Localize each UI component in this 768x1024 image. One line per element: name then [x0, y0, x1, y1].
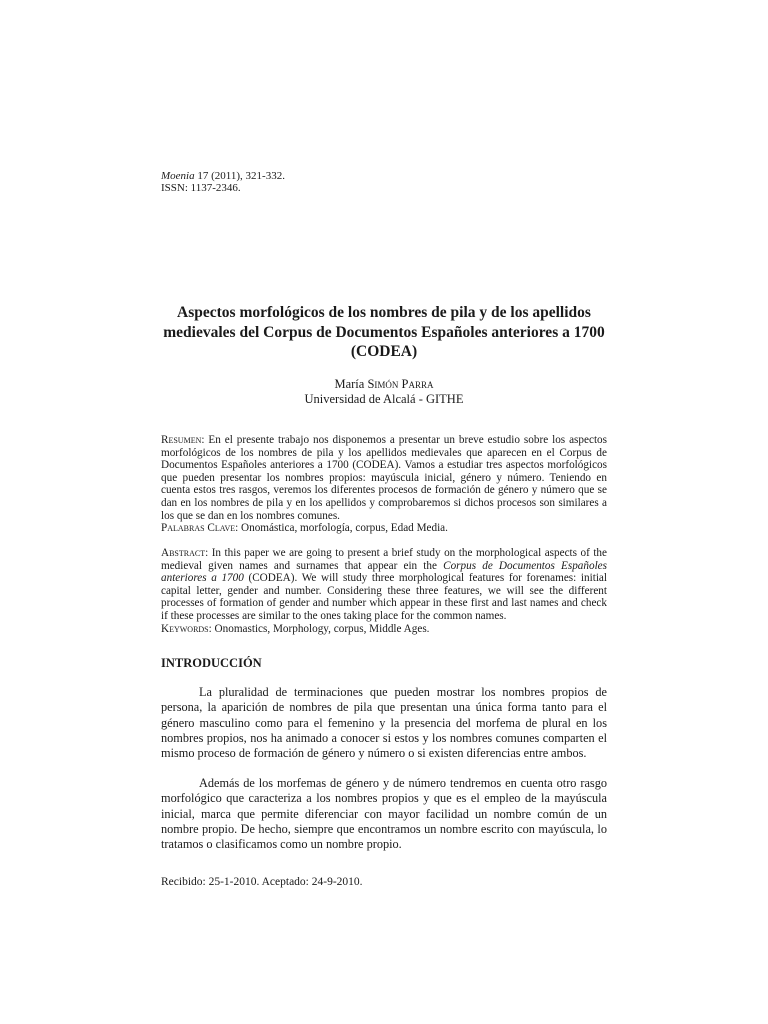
keywords-label: Keywords: [161, 622, 209, 635]
author-block: [161, 377, 607, 407]
body-paragraph-1-block: [161, 685, 607, 761]
issn: ISSN: 1137-2346.: [161, 182, 241, 194]
body-paragraph-2-block: [161, 776, 607, 852]
article-title: Aspectos morfológicos de los nombres de pila y de los apellidos medievales del Corpus de Documentos Españoles anteriores a 1700 (CODEA): [163, 304, 605, 360]
resumen-text: : En el presente trabajo nos disponemos a presentar un breve estudio sobre los aspectos morfológicos de los nombres de pila y los apellidos medievales que aparecen en el Corpus de Documentos Españoles anteriores a 1700 (CODEA). Vamos a estudiar tres aspectos morfológicos que pueden presentar los nombres propios: mayúscula inicial, género y número. Teniendo en cuenta estos tres rasgos, veremos los diferentes procesos de formación de género y número que se dan en los nombres de pila y en los apellidos y comprobaremos si dichos procesos son similares a los que se dan en los nombres comunes.: [161, 434, 607, 522]
palabras-clave-label: Palabras Clave: [161, 522, 236, 535]
journal-name: Moenia: [161, 170, 195, 182]
abstract-text-after: (CODEA). We will study three morphological features for forenames: initial capital letter, gender and number. Considering these three features, we will see the different processes of formation of gender and number which appear in these first and last names and check if these processes are similar to the ones taking place for the common names.: [161, 572, 607, 622]
author-surname: Simón Parra: [367, 377, 434, 391]
body-paragraph: Además de los morfemas de género y de número tendremos en cuenta otro rasgo morfológico que caracteriza a los nombres propios y que es el empleo de la mayúscula inicial, marca que permite diferenciar con mayor facilidad un nombre común de un nombre propio. De hecho, siempre que encontramos un nombre escrito con mayúscula, lo tratamos o clasificamos como un nombre propio.: [161, 776, 607, 852]
abstract-text-before: : In this paper we are going to present a brief study on the morphological aspects of the medieval given names and surnames that appear ein the: [161, 547, 607, 572]
section-heading: INTRODUCCIÓN: [161, 656, 262, 670]
abstract-paragraph: [161, 547, 607, 623]
author-name: [161, 377, 607, 392]
author-affiliation: Universidad de Alcalá - GITHE: [304, 392, 464, 406]
resumen-block: [161, 434, 607, 535]
palabras-clave-text: : Onomástica, morfología, corpus, Edad Media.: [235, 522, 448, 535]
resumen-label: Resumen: [161, 434, 202, 446]
abstract-block: [161, 547, 607, 635]
abstract-label: Abstract: [161, 547, 206, 559]
palabras-clave-line: [161, 522, 607, 535]
body-paragraph: La pluralidad de terminaciones que pueden mostrar los nombres propios de persona, la aparición de nombres de pila que presentan una única forma tanto para el género masculino como para el femenino y la presencia del morfema de plural en los nombres propios, nos ha animado a conocer si estos y los nombres comunes comparten el mismo proceso de formación de género y número o si existen diferencias entre ambos.: [161, 685, 607, 761]
keywords-text: : Onomastics, Morphology, corpus, Middle Ages.: [208, 622, 430, 635]
keywords-line: [161, 623, 607, 636]
citation-line: [161, 170, 607, 182]
abstract-corpus-title: Corpus de Documentos Españoles anteriores a 1700: [161, 559, 608, 585]
journal-citation: 17 (2011), 321-332.: [194, 170, 285, 182]
received-accepted-note: Recibido: 25-1-2010. Aceptado: 24-9-2010.: [161, 876, 363, 888]
journal-header: [161, 170, 607, 194]
resumen-paragraph: [161, 434, 607, 522]
author-given-name: María: [334, 377, 368, 391]
